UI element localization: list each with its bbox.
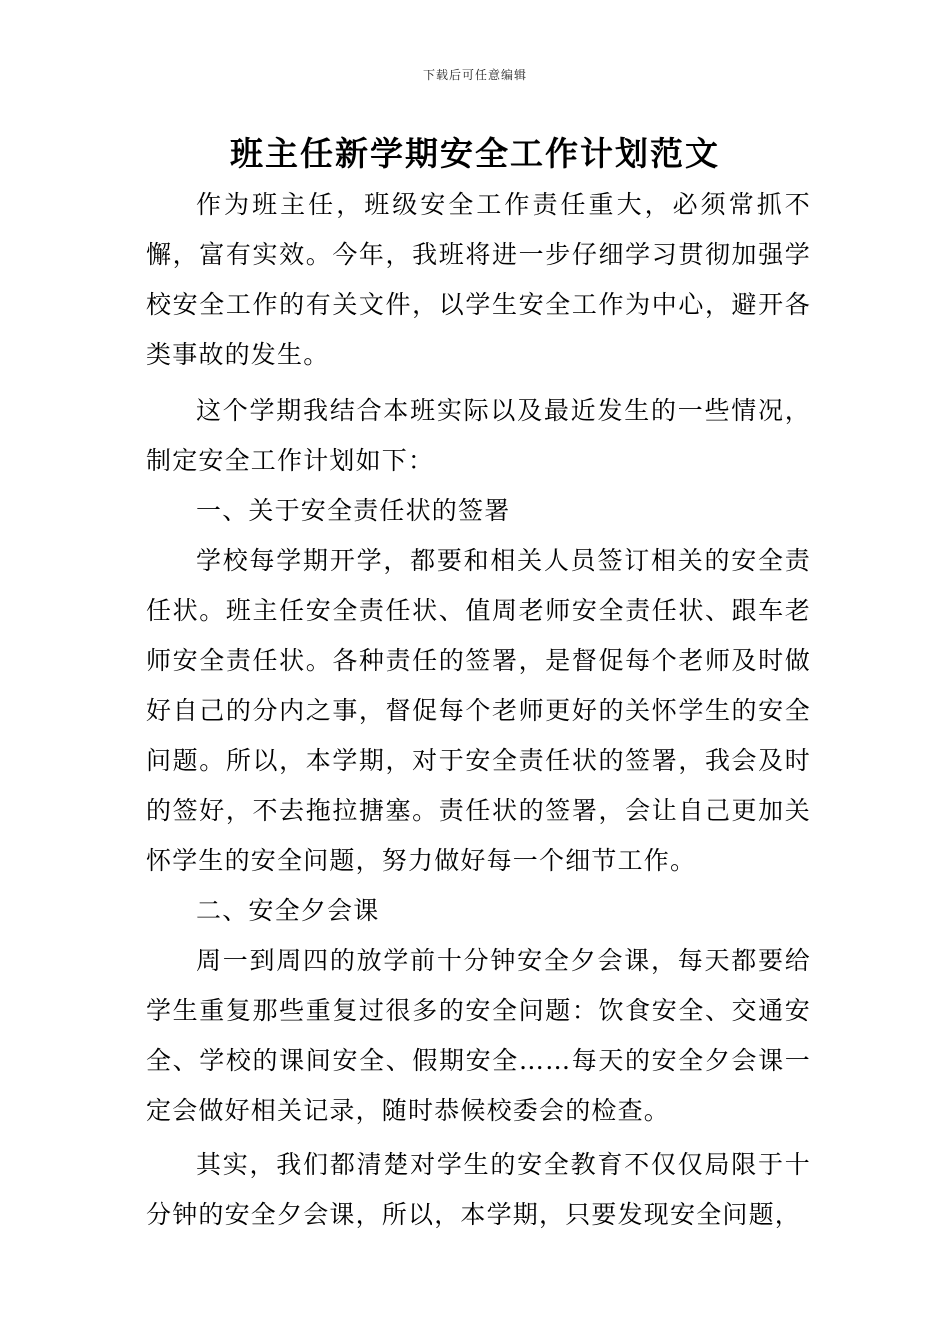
section-heading-responsibility: 一、关于安全责任状的签署 [196, 496, 511, 525]
paragraph-intro: 作为班主任，班级安全工作责任重大，必须常抓不懈，富有实效。今年，我班将进一步仔细学习贯彻加强学校安全工作的有关文件，以学生安全工作为中心，避开各类事故的发生。 [146, 190, 811, 369]
page-title: 班主任新学期安全工作计划范文 [230, 134, 720, 173]
header-note: 下载后可任意编辑 [422, 68, 527, 82]
paragraph-safety-education: 其实，我们都清楚对学生的安全教育不仅仅局限于十分钟的安全夕会课，所以，本学期，只要发现安全问题， [146, 1150, 811, 1229]
paragraph-plan-lead: 这个学期我结合本班实际以及最近发生的一些情况，制定安全工作计划如下： [146, 396, 811, 475]
document-body [146, 180, 811, 1240]
paragraph-responsibility: 学校每学期开学，都要和相关人员签订相关的安全责任状。班主任安全责任状、值周老师安全责任状、跟车老师安全责任状。各种责任的签署，是督促每个老师及时做好自己的分内之事，督促每个老师更好的关怀学生的安全问题。所以，本学期，对于安全责任状的签署，我会及时的签好，不去拖拉搪塞。责任状的签署，会让自己更加关怀学生的安全问题，努力做好每一个细节工作。 [146, 546, 811, 875]
section-heading-evening-class: 二、安全夕会课 [196, 896, 380, 925]
paragraph-evening-class: 周一到周四的放学前十分钟安全夕会课，每天都要给学生重复那些重复过很多的安全问题：饮食安全、交通安全、学校的课间安全、假期安全……每天的安全夕会课一定会做好相关记录，随时恭候校委会的检查。 [146, 946, 811, 1125]
